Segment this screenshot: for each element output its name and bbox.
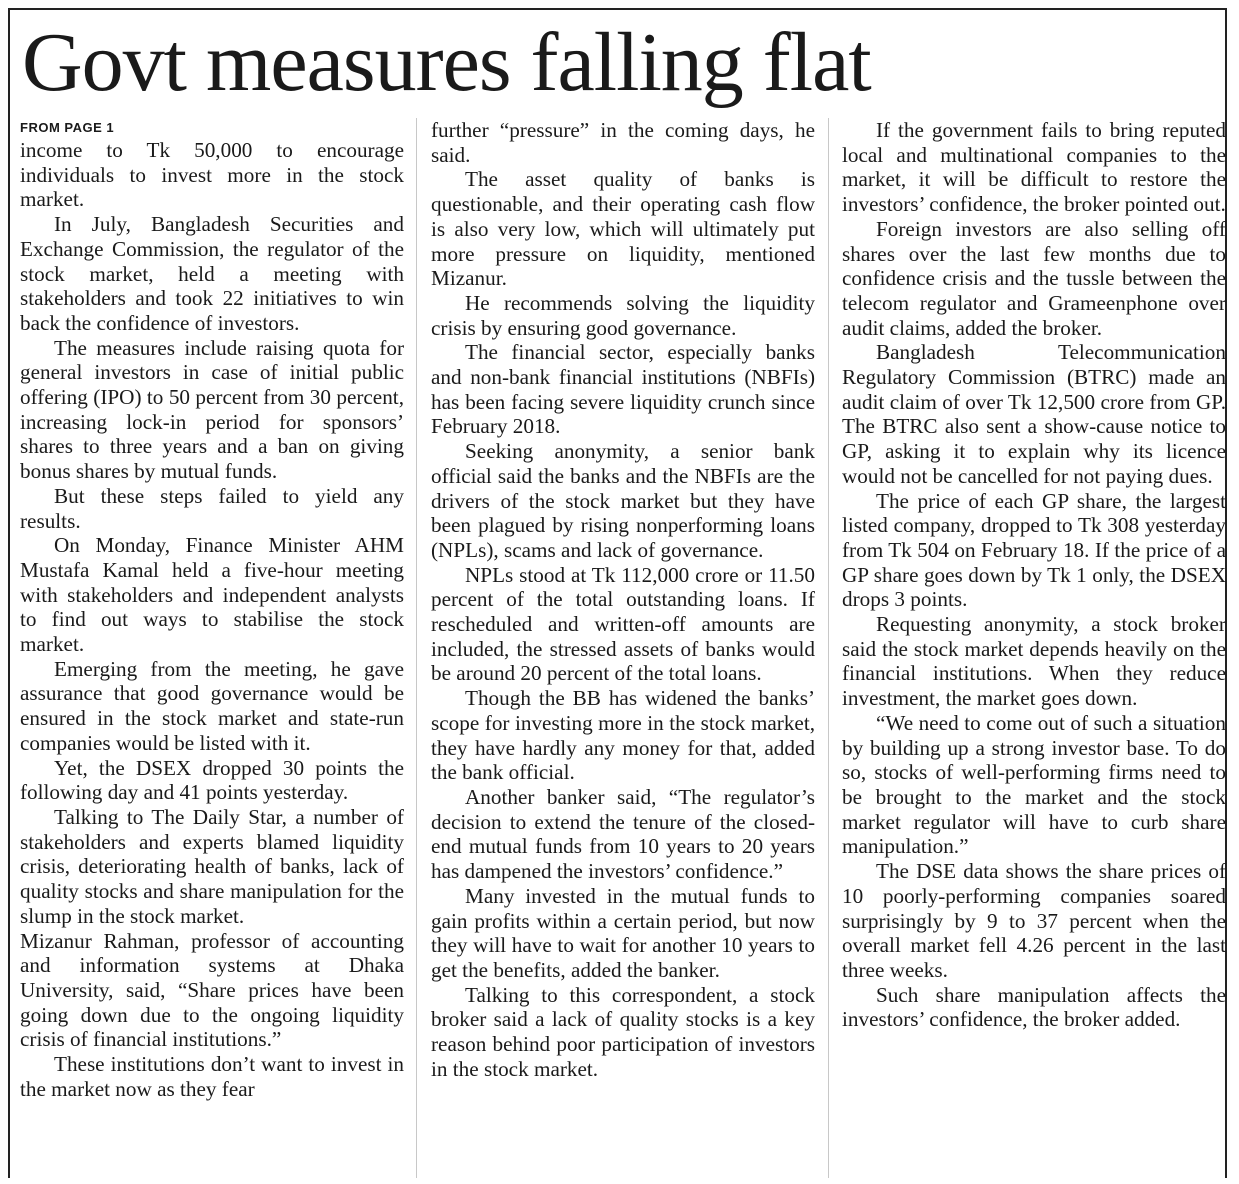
paragraph: Foreign investors are also selling off shares over the last few months due to confidence crisis and the tussle between the telecom regulator and Grameenphone over audit claims, added the broker. [842,216,1226,340]
paragraph: In July, Bangladesh Securities and Exchange Commission, the regulator of the stock market, held a meeting with stakeholders and took 22 initiatives to win back the confidence of investors. [20,212,404,335]
paragraph: The measures include raising quota for general investors in case of initial public offering (IPO) to 50 percent from 30 percent, increasing lock-in period for sponsors’ shares to three years and a ban on giving bonus shares by mutual funds. [20,335,404,484]
top-rule [10,8,1227,10]
paragraph: “We need to come out of such a situation by building up a strong investor base. To do so, stocks of well-performing firms need to be brought to the market and the stock market regulator will have to curb share manipulation.” [842,710,1226,859]
paragraph: These institutions don’t want to invest in the market now as they fear [20,1052,404,1101]
paragraph: Talking to The Daily Star, a number of stakeholders and experts blamed liquidity crisis, deteriorating health of banks, lack of quality stocks and share manipulation for the slump in the stock market. [20,804,404,928]
column-divider [416,118,417,1178]
paragraph: Emerging from the meeting, he gave assurance that good governance would be ensured in the stock market and state-run companies would be listed with it. [20,656,404,755]
paragraph: NPLs stood at Tk 112,000 crore or 11.50 percent of the total outstanding loans. If rescheduled and written-off amounts are included, the stressed assets of banks would be around 20 percent of the total loans. [431,562,815,686]
paragraph: On Monday, Finance Minister AHM Mustafa Kamal held a five-hour meeting with stakeholders and independent analysts to find out ways to stabilise the stock market. [20,533,404,657]
paragraph: Yet, the DSEX dropped 30 points the following day and 41 points yesterday. [20,755,404,805]
paragraph: The financial sector, especially banks and non-bank financial institutions (NBFIs) has been facing severe liquidity crunch since February 2018. [431,340,815,439]
paragraph: The asset quality of banks is questionable, and their operating cash flow is also very low, which will ultimately put more pressure on liquidity, mentioned Mizanur. [431,167,815,291]
paragraph: The price of each GP share, the largest listed company, dropped to Tk 308 yesterday from Tk 504 on February 18. If the price of a GP share goes down by Tk 1 only, the DSEX drops 3 points. [842,488,1226,612]
article-column-1 [20,118,404,1101]
paragraph: Bangladesh Telecommunication Regulatory Commission (BTRC) made an audit claim of over Tk 12,500 crore from GP. The BTRC also sent a show-cause notice to GP, asking it to explain why its licence would not be cancelled for not paying dues. [842,340,1226,488]
paragraph: Another banker said, “The regulator’s decision to extend the tenure of the closed-end mutual funds from 10 years to 20 years has dampened the investors’ confidence.” [431,784,815,884]
paragraph: The DSE data shows the share prices of 10 poorly-performing companies soared surprisingly by 9 to 37 percent when the overall market fell 4.26 percent in the last three weeks. [842,859,1226,982]
paragraph: Talking to this correspondent, a stock broker said a lack of quality stocks is a key reason behind poor participation of investors in the stock market. [431,982,815,1081]
article-column-3 [842,118,1226,1032]
paragraph: But these steps failed to yield any results. [20,483,404,533]
article-column-2 [431,118,815,1081]
headline: Govt measures falling flat [22,16,871,109]
paragraph: Many invested in the mutual funds to gain profits within a certain period, but now they will have to wait for another 10 years to get the benefits, added the banker. [431,883,815,982]
paragraph: Though the BB has widened the banks’ scope for investing more in the stock market, they have hardly any money for that, added the bank official. [431,686,815,785]
paragraph: If the government fails to bring reputed local and multinational companies to the market, it will be difficult to restore the investors’ confidence, the broker pointed out. [842,118,1226,217]
left-rule [8,8,10,1178]
column-divider [828,118,829,1178]
paragraph: further “pressure” in the coming days, he said. [431,118,815,167]
paragraph: Such share manipulation affects the investors’ confidence, the broker added. [842,982,1226,1032]
paragraph: Seeking anonymity, a senior bank official said the banks and the NBFIs are the drivers of the stock market but they have been plagued by rising nonperforming loans (NPLs), scams and lack of governance. [431,439,815,562]
paragraph: income to Tk 50,000 to encourage individuals to invest more in the stock market. [20,138,404,212]
paragraph: He recommends solving the liquidity crisis by ensuring good governance. [431,290,815,340]
paragraph: Requesting anonymity, a stock broker said the stock market depends heavily on the financial institutions. When they reduce investment, the market goes down. [842,612,1226,711]
paragraph: Mizanur Rahman, professor of accounting and information systems at Dhaka University, said, “Share prices have been going down due to the ongoing liquidity crisis of financial institutions.” [20,928,404,1052]
continued-from-label: FROM PAGE 1 [20,120,115,135]
